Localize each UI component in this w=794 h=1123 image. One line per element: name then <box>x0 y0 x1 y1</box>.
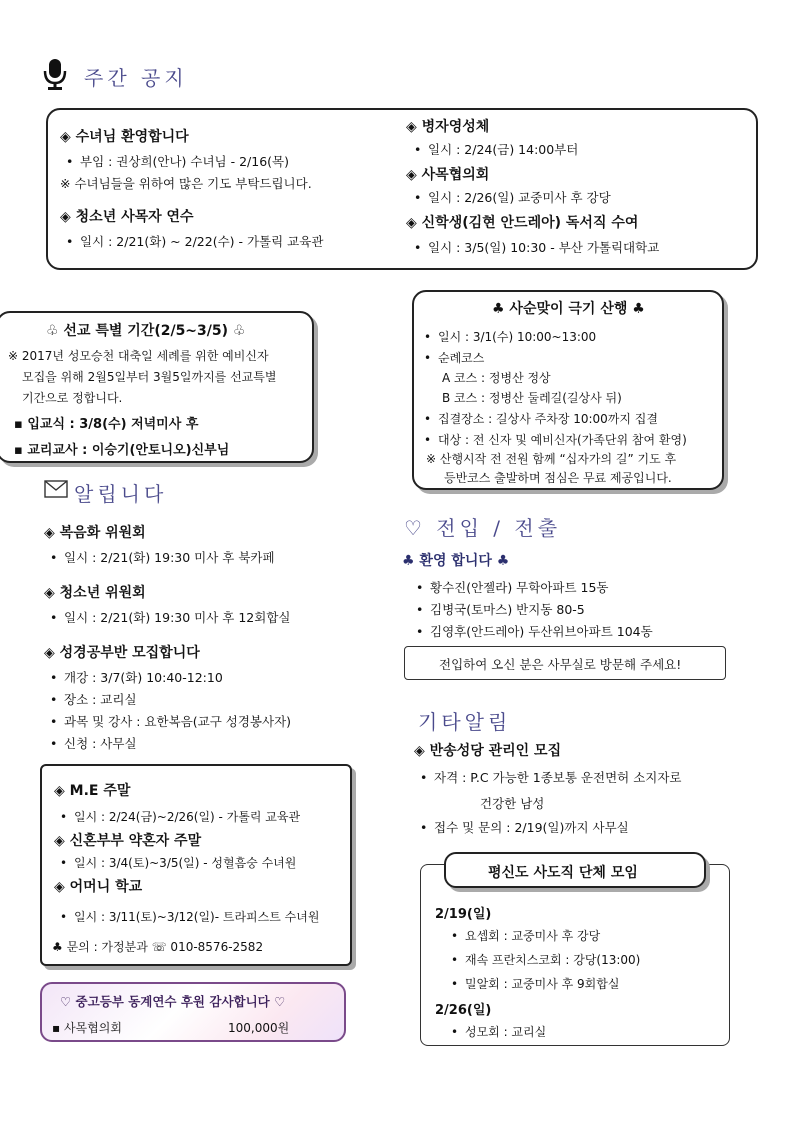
sick-communion-title: ◈ 병자영성체 <box>406 119 490 135</box>
thanks-title: ♡ 중고등부 동계연수 후원 감사합니다 ♡ <box>60 994 286 1009</box>
youth-training-title: ◈ 청소년 사목자 연수 <box>60 209 194 225</box>
mother-school-title: ◈ 어머니 학교 <box>54 879 143 895</box>
bible-study-line-4: • 신청 : 사무실 <box>50 736 137 751</box>
welcome-title: ◈ 수녀님 환영합니다 <box>60 129 189 145</box>
bible-study-line-1: • 개강 : 3/7(화) 10:40-12:10 <box>50 670 223 685</box>
move-title: ♡ 전입 / 전출 <box>404 516 562 540</box>
seminarian-line: • 일시 : 3/5(일) 10:30 - 부산 가톨릭대학교 <box>414 240 660 255</box>
move-person-2: • 김병국(토마스) 반지동 80-5 <box>416 602 585 617</box>
engaged-title: ◈ 신혼부부 약혼자 주말 <box>54 833 202 849</box>
welcome-note: ※ 수녀님들을 위하여 많은 기도 부탁드립니다. <box>60 176 312 191</box>
group-2: • 재속 프란치스코회 : 강당(13:00) <box>451 953 641 967</box>
group-date-1: 2/19(일) <box>435 907 492 922</box>
group-4: • 성모회 : 교리실 <box>451 1025 547 1039</box>
notices-title: 알립니다 <box>74 482 168 506</box>
me-title: ◈ M.E 주말 <box>54 783 131 799</box>
youth-training-line: • 일시 : 2/21(화) ~ 2/22(수) - 가톨릭 교육관 <box>66 234 324 249</box>
move-welcome: ♣ 환영 합니다 ♣ <box>402 553 510 569</box>
move-notice: 전입하여 오신 분은 사무실로 방문해 주세요! <box>439 657 682 672</box>
seminarian-title: ◈ 신학생(김현 안드레아) 독서직 수여 <box>406 215 639 231</box>
move-notice-box <box>404 646 726 680</box>
mother-school-line: • 일시 : 3/11(토)~3/12(일)- 트라피스트 수녀원 <box>60 910 320 924</box>
me-line: • 일시 : 2/24(금)~2/26(일) - 가톨릭 교육관 <box>60 810 301 824</box>
family-contact: ♣ 문의 : 가정분과 ☏ 010-8576-2582 <box>52 940 264 954</box>
mission-note-2: 모집을 위해 2월5일부터 3월5일까지를 선교특별 <box>22 370 277 384</box>
pastoral-council-line: • 일시 : 2/26(일) 교중미사 후 강당 <box>414 190 611 205</box>
groups-box <box>420 864 730 1046</box>
hiking-date: • 일시 : 3/1(수) 10:00~13:00 <box>424 330 597 344</box>
envelope-icon <box>44 480 68 498</box>
sick-communion-line: • 일시 : 2/24(금) 14:00부터 <box>414 142 579 157</box>
engaged-line: • 일시 : 3/4(토)~3/5(일) - 성혈흠숭 수녀원 <box>60 856 297 870</box>
thanks-box <box>40 982 346 1042</box>
microphone-icon <box>42 58 68 92</box>
hiking-course-a: A 코스 : 정병산 정상 <box>442 371 551 385</box>
hiking-target: • 대상 : 전 신자 및 예비신자(가족단위 참여 환영) <box>424 433 687 447</box>
move-person-1: • 황수진(안젤라) 무학아파트 15동 <box>416 580 609 595</box>
move-person-3: • 김영후(안드레아) 두산위브아파트 104동 <box>416 624 653 639</box>
hiking-note-1: ※ 산행시작 전 전원 함께 “십자가의 길” 기도 후 <box>426 452 677 466</box>
job-title: ◈ 반송성당 관리인 모집 <box>414 743 562 759</box>
hiking-note-2: 등반코스 출발하며 점심은 무료 제공입니다. <box>444 471 672 485</box>
mission-note-3: 기간으로 정합니다. <box>22 391 123 405</box>
job-line-1: • 자격 : P.C 가능한 1종보통 운전면허 소지자로 <box>420 770 682 785</box>
other-title: 기타알림 <box>418 710 512 734</box>
gospel-committee-line: • 일시 : 2/21(화) 19:30 미사 후 북카페 <box>50 550 275 565</box>
pastoral-council-title: ◈ 사목협의회 <box>406 167 490 183</box>
group-3: • 밀알회 : 교중미사 후 9회합실 <box>451 977 620 991</box>
groups-title: 평신도 사도직 단체 모임 <box>488 865 638 881</box>
job-line-2: • 접수 및 문의 : 2/19(일)까지 사무실 <box>420 820 629 835</box>
mission-teacher: ▪ 교리교사 : 이승기(안토니오)신부님 <box>14 443 230 458</box>
hiking-meet: • 집결장소 : 길상사 주차장 10:00까지 집결 <box>424 412 658 426</box>
gospel-committee-title: ◈ 복음화 위원회 <box>44 525 146 541</box>
mission-entry: ▪ 입교식 : 3/8(수) 저녁미사 후 <box>14 417 199 432</box>
weekly-notice-title: 주간 공지 <box>84 66 188 90</box>
bible-study-line-3: • 과목 및 강사 : 요한복음(교구 성경봉사자) <box>50 714 292 729</box>
mission-note-1: ※ 2017년 성모승천 대축일 세례를 위한 예비신자 <box>8 349 269 363</box>
welcome-line: • 부임 : 권상희(안나) 수녀님 - 2/16(목) <box>66 154 289 169</box>
hiking-course-b: B 코스 : 정병산 둘레길(길상사 뒤) <box>442 391 622 405</box>
weekly-notice-box <box>46 108 758 270</box>
mission-title: ♧ 선교 특별 기간(2/5~3/5) ♧ <box>46 323 246 339</box>
group-date-2: 2/26(일) <box>435 1003 492 1018</box>
thanks-donor: ▪ 사목협의회 <box>52 1021 122 1035</box>
hiking-course: • 순례코스 <box>424 351 485 365</box>
thanks-amount: 100,000원 <box>228 1021 290 1035</box>
groups-title-box <box>444 852 706 888</box>
youth-committee-title: ◈ 청소년 위원회 <box>44 585 146 601</box>
group-1: • 요셉회 : 교중미사 후 강당 <box>451 929 601 943</box>
bible-study-title: ◈ 성경공부반 모집합니다 <box>44 645 200 661</box>
bible-study-line-2: • 장소 : 교리실 <box>50 692 137 707</box>
mission-period-box <box>0 311 314 463</box>
hiking-title: ♣ 사순맞이 극기 산행 ♣ <box>492 301 645 317</box>
youth-committee-line: • 일시 : 2/21(화) 19:30 미사 후 12회합실 <box>50 610 291 625</box>
family-ministry-box <box>40 764 352 966</box>
hiking-box <box>412 290 724 490</box>
job-line-1b: 건강한 남성 <box>480 796 545 811</box>
